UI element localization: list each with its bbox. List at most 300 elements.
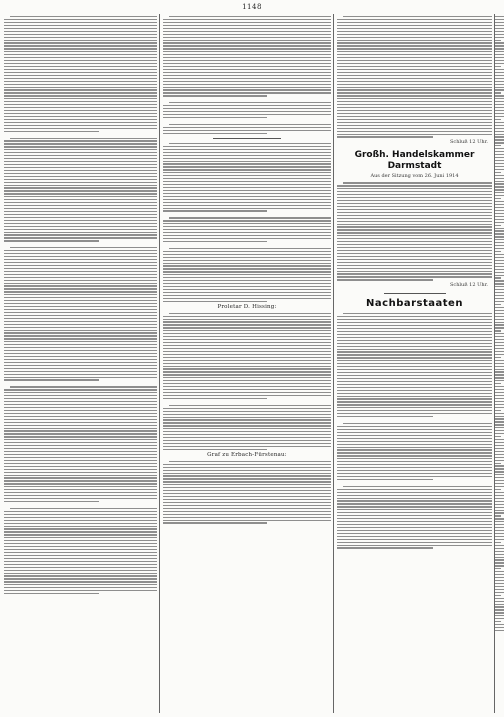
text-line	[337, 363, 492, 364]
text-line	[163, 111, 331, 112]
text-line	[337, 81, 492, 82]
speaker-heading: Graf zu Erbach-Fürstenau:	[207, 451, 287, 458]
text-line	[495, 386, 504, 387]
text-line	[495, 169, 504, 170]
text-line	[495, 624, 504, 625]
text-line	[163, 374, 331, 375]
text-line	[337, 185, 492, 186]
text-line	[337, 262, 492, 263]
text-line	[495, 48, 504, 49]
text-line	[495, 119, 501, 120]
text-line	[4, 66, 157, 67]
text-line	[163, 301, 267, 302]
text-line	[495, 521, 504, 522]
text-line	[495, 40, 501, 41]
text-line	[495, 113, 504, 114]
text-line	[4, 368, 157, 369]
text-line	[337, 116, 492, 117]
text-line	[4, 22, 157, 23]
text-line	[163, 508, 331, 509]
text-line	[4, 501, 99, 502]
text-line	[495, 630, 504, 631]
text-line	[495, 559, 504, 560]
text-line	[4, 92, 157, 93]
text-line	[4, 318, 157, 319]
text-line	[4, 543, 157, 544]
text-line	[337, 372, 492, 373]
text-line	[4, 578, 157, 579]
text-line	[4, 472, 157, 473]
text-line	[163, 75, 331, 76]
text-line	[337, 241, 492, 242]
text-line	[495, 413, 504, 414]
text-line	[337, 413, 492, 414]
text-line	[337, 533, 492, 534]
text-line	[163, 133, 267, 134]
text-line	[495, 421, 504, 422]
text-line	[163, 339, 331, 340]
text-line	[4, 389, 157, 390]
text-line	[495, 263, 504, 264]
text-line	[495, 19, 504, 20]
section-divider	[384, 293, 446, 294]
text-line	[495, 457, 504, 458]
text-line	[337, 69, 492, 70]
text-line	[337, 429, 492, 430]
text-line	[495, 275, 504, 276]
column-2-section-2	[163, 143, 331, 302]
section-heading-handelskammer: Großh. Handelskammer Darmstadt	[354, 150, 475, 172]
text-line	[337, 357, 492, 358]
text-line	[4, 469, 157, 470]
text-line	[337, 206, 492, 207]
text-line	[495, 454, 504, 455]
text-line	[495, 595, 501, 596]
text-line	[163, 443, 331, 444]
text-line	[4, 428, 157, 429]
text-line	[495, 54, 504, 55]
text-line	[4, 338, 157, 339]
text-line	[163, 220, 331, 221]
text-line	[169, 124, 331, 125]
text-line	[163, 210, 267, 211]
text-line	[495, 480, 504, 481]
text-line	[4, 274, 157, 275]
text-line	[163, 499, 331, 500]
text-line	[495, 492, 504, 493]
text-line	[4, 185, 157, 186]
text-line	[163, 434, 331, 435]
text-line	[337, 92, 492, 93]
text-line	[163, 324, 331, 325]
text-line	[4, 19, 157, 20]
section-heading-nachbarstaaten: Nachbarstaaten	[366, 298, 463, 310]
text-line	[343, 423, 492, 424]
text-line	[4, 419, 157, 420]
text-line	[10, 138, 157, 139]
text-line	[4, 113, 157, 114]
text-line	[337, 87, 492, 88]
text-line	[337, 122, 492, 123]
text-line	[4, 371, 157, 372]
text-line	[495, 609, 504, 610]
text-line	[495, 577, 504, 578]
text-line	[495, 69, 504, 70]
text-line	[163, 470, 331, 471]
text-line	[495, 401, 504, 402]
text-line	[495, 383, 501, 384]
text-line	[495, 160, 504, 161]
text-line	[163, 257, 331, 258]
text-line	[163, 360, 331, 361]
text-line	[4, 268, 157, 269]
text-line	[495, 307, 504, 308]
text-line	[4, 173, 157, 174]
text-line	[337, 473, 492, 474]
text-line	[163, 149, 331, 150]
text-line	[4, 87, 157, 88]
text-line	[495, 501, 504, 502]
text-line	[337, 98, 492, 99]
text-line	[495, 527, 504, 528]
text-line	[4, 439, 157, 440]
text-line	[163, 190, 331, 191]
text-line	[163, 298, 331, 299]
text-line	[495, 107, 504, 108]
text-line	[4, 534, 157, 535]
text-line	[4, 416, 157, 417]
text-line	[163, 408, 331, 409]
text-line	[495, 277, 501, 278]
text-line	[163, 251, 331, 252]
text-line	[163, 321, 331, 322]
text-line	[4, 564, 157, 565]
text-line	[163, 158, 331, 159]
text-line	[337, 191, 492, 192]
text-line	[4, 234, 157, 235]
text-line	[337, 489, 492, 490]
text-line	[337, 89, 492, 90]
text-line	[337, 515, 492, 516]
text-line	[337, 539, 492, 540]
text-line	[4, 523, 157, 524]
text-line	[337, 244, 492, 245]
column-2-section-1	[163, 16, 331, 134]
text-line	[495, 89, 504, 90]
text-line	[4, 567, 157, 568]
text-line	[495, 95, 504, 96]
text-line	[4, 404, 157, 405]
text-line	[163, 84, 331, 85]
text-line	[495, 339, 504, 340]
text-line	[495, 483, 504, 484]
text-line	[495, 128, 504, 129]
text-line	[337, 360, 492, 361]
text-line	[495, 219, 504, 220]
text-line	[163, 238, 331, 239]
text-line	[163, 127, 331, 128]
text-line	[163, 383, 331, 384]
text-line	[4, 306, 157, 307]
text-line	[163, 78, 331, 79]
text-line	[163, 475, 331, 476]
text-line	[4, 42, 157, 43]
text-line	[337, 401, 492, 402]
text-line	[495, 606, 504, 607]
text-line	[163, 437, 331, 438]
text-line	[163, 274, 331, 275]
text-line	[4, 401, 157, 402]
text-line	[4, 359, 157, 360]
text-line	[163, 380, 331, 381]
text-line	[337, 530, 492, 531]
text-line	[495, 228, 504, 229]
text-line	[4, 395, 157, 396]
text-line	[4, 379, 99, 380]
text-line	[163, 40, 331, 41]
text-line	[163, 199, 331, 200]
text-line	[163, 386, 331, 387]
text-line	[4, 48, 157, 49]
text-line	[4, 149, 157, 150]
text-line	[495, 110, 504, 111]
text-line	[495, 357, 501, 358]
text-line	[495, 562, 504, 563]
text-line	[163, 69, 331, 70]
text-line	[4, 182, 157, 183]
text-line	[337, 444, 492, 445]
text-line	[163, 57, 331, 58]
text-line	[4, 69, 157, 70]
text-line	[163, 484, 331, 485]
text-line	[4, 549, 157, 550]
text-line	[337, 340, 492, 341]
text-line	[163, 280, 331, 281]
text-line	[4, 561, 157, 562]
text-line	[4, 280, 157, 281]
text-line	[337, 435, 492, 436]
text-line	[4, 164, 157, 165]
text-line	[495, 486, 504, 487]
text-line	[495, 351, 504, 352]
text-line	[163, 60, 331, 61]
text-line	[4, 226, 157, 227]
text-line	[163, 514, 331, 515]
text-line	[337, 209, 492, 210]
text-line	[337, 226, 492, 227]
text-line	[337, 72, 492, 73]
text-line	[10, 508, 157, 509]
text-line	[163, 336, 331, 337]
text-line	[337, 212, 492, 213]
text-line	[337, 316, 492, 317]
text-line	[337, 536, 492, 537]
text-line	[163, 146, 331, 147]
text-line	[495, 87, 504, 88]
text-line	[4, 277, 157, 278]
text-line	[337, 518, 492, 519]
text-line	[495, 216, 504, 217]
text-line	[163, 54, 331, 55]
text-line	[495, 542, 501, 543]
text-line	[163, 333, 331, 334]
text-line	[163, 117, 267, 118]
text-line	[337, 107, 492, 108]
text-line	[337, 387, 492, 388]
text-line	[337, 547, 433, 548]
text-line	[495, 319, 504, 320]
text-line	[163, 348, 331, 349]
text-line	[4, 312, 157, 313]
text-line	[4, 155, 157, 156]
text-line	[495, 248, 504, 249]
text-line	[337, 265, 492, 266]
column-2	[163, 16, 331, 713]
text-line	[495, 186, 504, 187]
text-line	[495, 207, 504, 208]
text-line	[4, 143, 157, 144]
text-line	[337, 125, 492, 126]
text-line	[337, 40, 492, 41]
text-line	[4, 237, 157, 238]
text-line	[495, 398, 504, 399]
text-line	[495, 598, 504, 599]
text-line	[4, 451, 157, 452]
page-number: 1148	[242, 3, 262, 11]
text-line	[337, 337, 492, 338]
text-line	[163, 389, 331, 390]
text-line	[4, 37, 157, 38]
text-line	[163, 319, 331, 320]
text-line	[495, 269, 504, 270]
text-line	[163, 193, 331, 194]
speaker-heading: Proletar D. Hissing:	[217, 303, 277, 310]
text-line	[495, 233, 504, 234]
text-line	[337, 404, 492, 405]
text-line	[337, 467, 492, 468]
text-line	[495, 204, 504, 205]
text-line	[495, 301, 504, 302]
text-line	[495, 618, 504, 619]
text-line	[4, 176, 157, 177]
text-line	[495, 51, 504, 52]
text-line	[337, 390, 492, 391]
text-line	[337, 319, 492, 320]
text-line	[163, 22, 331, 23]
text-line	[337, 75, 492, 76]
column-3-intro	[337, 16, 492, 138]
text-line	[337, 349, 492, 350]
text-line	[163, 25, 331, 26]
text-line	[495, 57, 504, 58]
text-line	[337, 328, 492, 329]
text-line	[495, 28, 504, 29]
text-line	[163, 187, 331, 188]
text-line	[4, 514, 157, 515]
text-line	[4, 271, 157, 272]
text-line	[495, 474, 504, 475]
text-line	[163, 277, 331, 278]
text-line	[163, 72, 331, 73]
text-line	[163, 260, 331, 261]
column-1-text	[4, 16, 157, 594]
text-line	[163, 166, 331, 167]
text-line	[163, 292, 331, 293]
text-line	[495, 510, 504, 511]
text-line	[337, 51, 492, 52]
text-line	[495, 533, 504, 534]
text-line	[4, 590, 157, 591]
text-line	[337, 37, 492, 38]
text-line	[4, 122, 157, 123]
text-line	[337, 268, 492, 269]
text-line	[495, 392, 504, 393]
text-line	[4, 540, 157, 541]
text-line	[495, 395, 504, 396]
text-line	[337, 438, 492, 439]
text-line	[4, 436, 157, 437]
text-line	[495, 477, 504, 478]
text-line	[163, 45, 331, 46]
text-line	[163, 172, 331, 173]
text-line	[163, 511, 331, 512]
text-line	[4, 170, 157, 171]
text-line	[495, 539, 504, 540]
text-line	[4, 332, 157, 333]
text-line	[163, 51, 331, 52]
text-line	[10, 16, 157, 17]
text-line	[495, 371, 504, 372]
text-line	[4, 365, 157, 366]
text-line	[495, 66, 501, 67]
text-line	[163, 155, 331, 156]
text-line	[343, 182, 492, 183]
text-line	[495, 530, 504, 531]
text-line	[4, 353, 157, 354]
text-line	[4, 327, 157, 328]
text-line	[4, 283, 157, 284]
text-line	[4, 475, 157, 476]
text-line	[337, 351, 492, 352]
text-line	[4, 486, 157, 487]
text-line	[495, 104, 504, 105]
text-line	[337, 458, 492, 459]
text-line	[4, 448, 157, 449]
text-line	[4, 324, 157, 325]
text-line	[4, 95, 157, 96]
text-line	[495, 175, 504, 176]
text-line	[337, 54, 492, 55]
text-line	[4, 555, 157, 556]
text-line	[163, 208, 331, 209]
text-line	[337, 398, 492, 399]
text-line	[495, 448, 504, 449]
text-line	[4, 104, 157, 105]
text-line	[337, 527, 492, 528]
text-line	[163, 229, 331, 230]
text-line	[495, 324, 504, 325]
text-line	[163, 295, 331, 296]
text-line	[495, 345, 504, 346]
text-line	[4, 146, 157, 147]
text-line	[163, 130, 331, 131]
text-line	[163, 92, 331, 93]
text-line	[4, 84, 157, 85]
text-line	[163, 316, 331, 317]
text-line	[4, 321, 157, 322]
text-line	[495, 612, 504, 613]
text-line	[163, 152, 331, 153]
